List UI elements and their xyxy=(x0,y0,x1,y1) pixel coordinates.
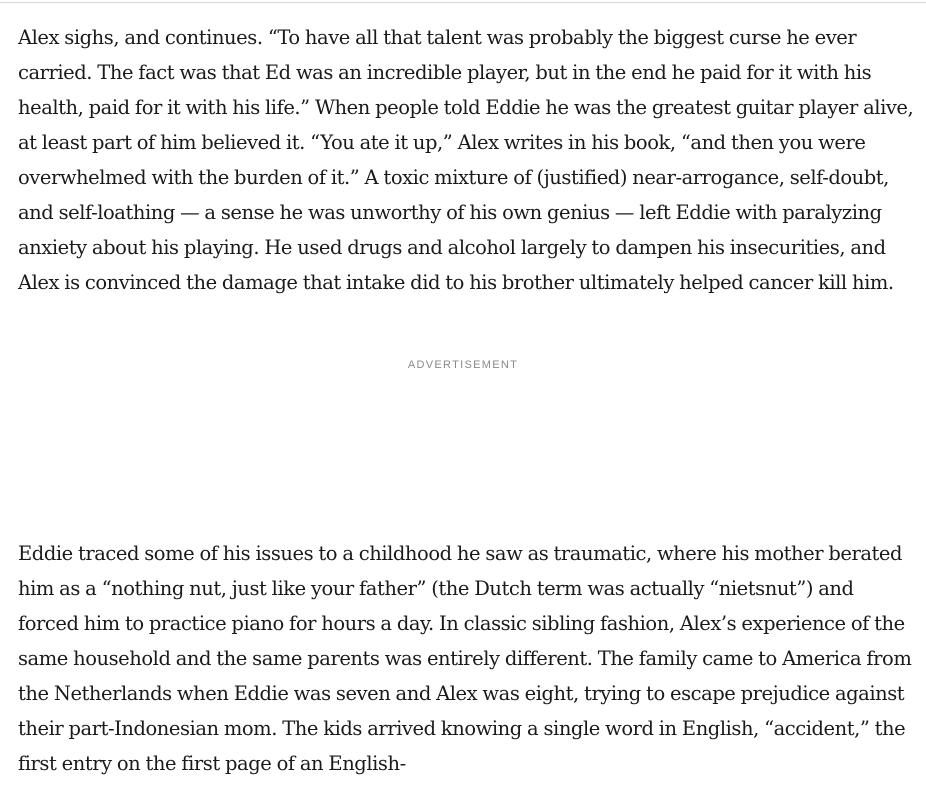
top-divider xyxy=(0,0,926,3)
article-body xyxy=(18,20,918,781)
article-paragraph-1: Alex sighs, and continues. “To have all that talent was probably the biggest curse he ever carried. The fact was that Ed was an incredible player, but in the end he paid for it with his health, paid for it with his life.” When people told Eddie he was the greatest guitar player alive, at least part of him believed it. “You ate it up,” Alex writes in his book, “and then you were overwhelmed with the burden of it.” A toxic mixture of (justified) near-arrogance, self-doubt, and self-loathing — a sense he was unworthy of his own genius — left Eddie with paralyzing anxiety about his playing. He used drugs and alcohol largely to dampen his insecurities, and Alex is convinced the damage that intake did to his brother ultimately helped cancer kill him. xyxy=(18,26,914,294)
advertisement-slot xyxy=(18,300,918,536)
advertisement-label: ADVERTISEMENT xyxy=(407,359,519,371)
article-paragraph-2: Eddie traced some of his issues to a childhood he saw as traumatic, where his mother berated him as a “nothing nut, just like your father” (the Dutch term was actually “nietsnut”) and forced him to practice piano for hours a day. In classic sibling fashion, Alex’s experience of the same household and the same parents was entirely different. The family came to America from the Netherlands when Eddie was seven and Alex was eight, trying to escape prejudice against their part-Indonesian mom. The kids arrived knowing a single word in English, “accident,” the first entry on the first page of an English- xyxy=(18,542,912,775)
